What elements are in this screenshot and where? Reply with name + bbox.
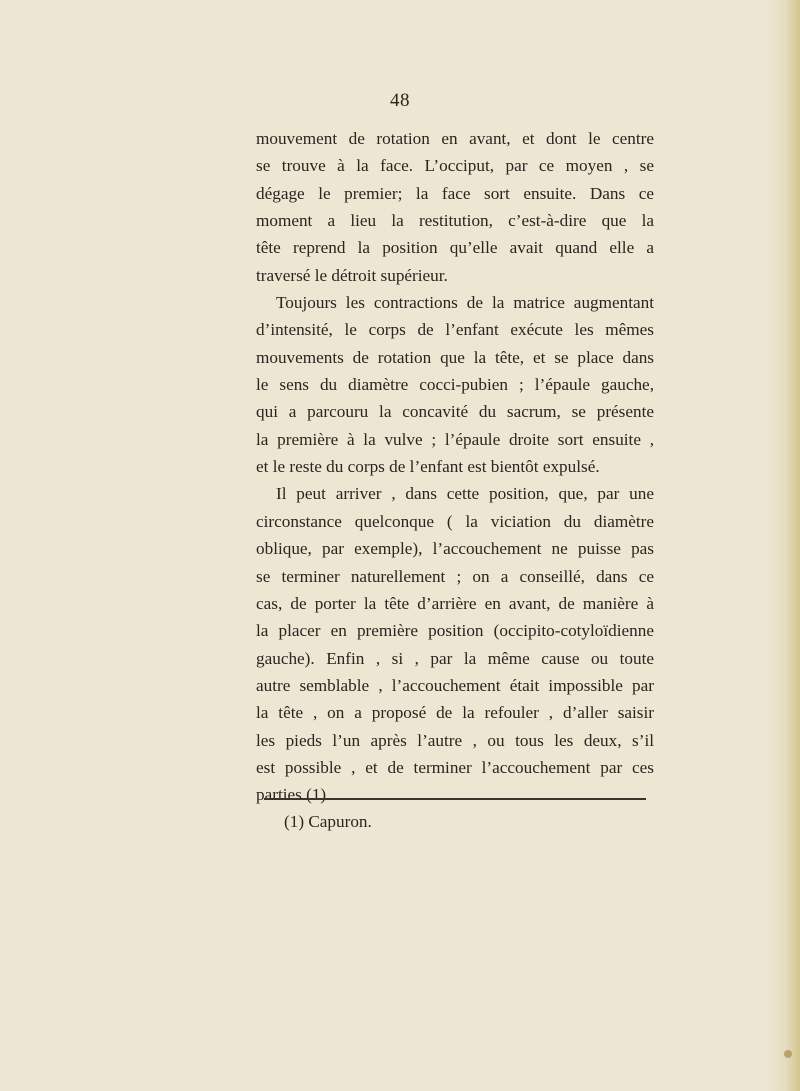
text-line: mouvements de rotation que la tête, et se place dans bbox=[256, 347, 654, 367]
text-line: et le reste du corps de l’enfant est bientôt expulsé. bbox=[256, 457, 600, 477]
paragraph bbox=[256, 480, 654, 808]
text-line: d’intensité, le corps de l’enfant exécute les mêmes bbox=[256, 320, 654, 340]
text-line: gauche). Enfin , si , par la même cause ou toute bbox=[256, 648, 654, 668]
text-line: mouvement de rotation en avant, et dont le centre bbox=[256, 129, 654, 148]
footnote-rule bbox=[264, 798, 646, 800]
paragraph bbox=[256, 125, 654, 289]
page-number: 48 bbox=[390, 90, 410, 111]
text-line: circonstance quelconque ( la viciation du diamètre bbox=[256, 511, 654, 531]
text-line: se terminer naturellement ; on a conseillé, dans ce bbox=[256, 566, 654, 586]
text-line: les pieds l’un après l’autre , ou tous les deux, s’il bbox=[256, 730, 654, 750]
text-line: la tête , on a proposé de la refouler , d’aller saisir bbox=[256, 703, 654, 723]
text-line: le sens du diamètre cocci-pubien ; l’épaule gauche, bbox=[256, 375, 654, 395]
text-line: qui a parcouru la concavité du sacrum, se présente bbox=[256, 402, 654, 422]
text-line: Il peut arriver , dans cette position, que, par une bbox=[276, 484, 654, 504]
text-line: dégage le premier; la face sort ensuite. Dans ce bbox=[256, 183, 654, 203]
text-line: se trouve à la face. L’occiput, par ce moyen , se bbox=[256, 156, 654, 176]
footnote: (1) Capuron. bbox=[284, 812, 372, 831]
text-line: la première à la vulve ; l’épaule droite sort ensuite , bbox=[256, 429, 654, 449]
text-line: cas, de porter la tête d’arrière en avant, de manière à bbox=[256, 593, 654, 613]
body-text bbox=[256, 125, 654, 809]
text-line: la placer en première position (occipito-cotyloïdienne bbox=[256, 621, 654, 641]
text-line: oblique, par exemple), l’accouchement ne puisse pas bbox=[256, 539, 654, 559]
text-line: est possible , et de terminer l’accouchement par ces bbox=[256, 757, 654, 777]
text-line: traversé le détroit supérieur. bbox=[256, 265, 448, 285]
text-line: moment a lieu la restitution, c’est-à-dire que la bbox=[256, 211, 654, 231]
text-line: parties (1). bbox=[256, 785, 331, 805]
page-edge bbox=[786, 0, 800, 1091]
text-line: Toujours les contractions de la matrice augmentant bbox=[276, 293, 654, 313]
text-line: autre semblable , l’accouchement était impossible par bbox=[256, 675, 654, 695]
paper-spot bbox=[784, 1050, 792, 1058]
text-line: tête reprend la position qu’elle avait quand elle a bbox=[256, 238, 654, 258]
paragraph bbox=[256, 289, 654, 480]
